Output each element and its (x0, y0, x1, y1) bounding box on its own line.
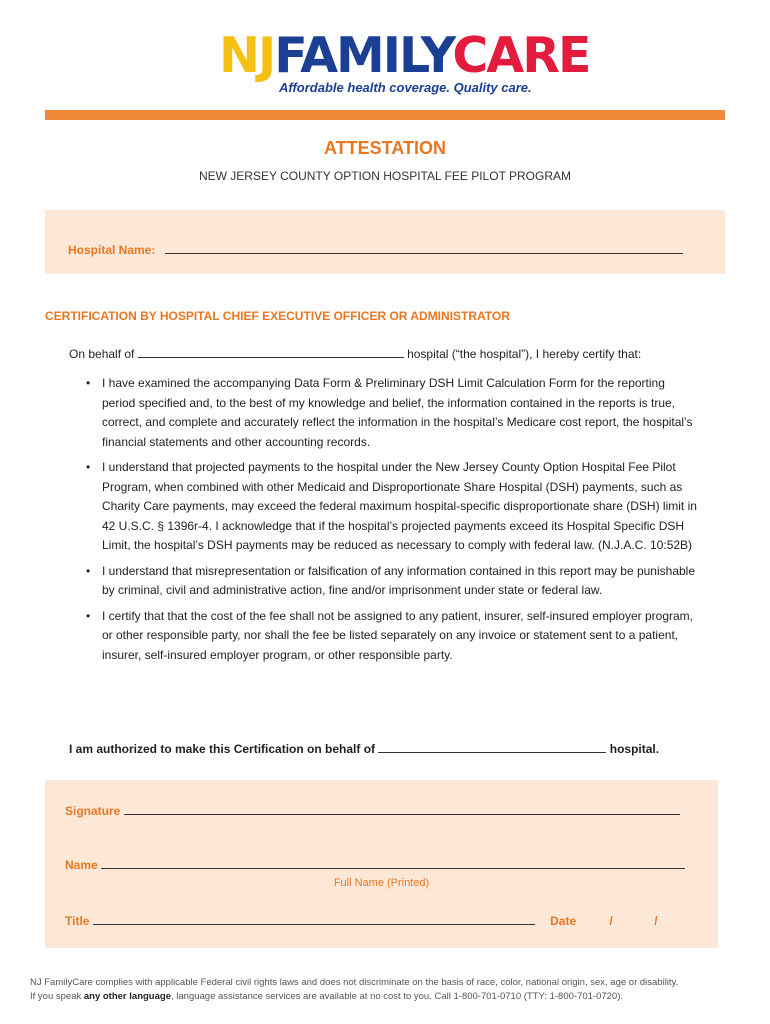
on-behalf-statement: On behalf of hospital (“the hospital”), I hereby certify that: (69, 347, 642, 361)
logo-tagline: Affordable health coverage. Quality care. (279, 80, 532, 95)
signature-label: Signature (65, 804, 121, 818)
hospital-name-panel (45, 210, 725, 274)
date-separator: / (654, 914, 658, 928)
date-label: Date (550, 914, 577, 928)
on-behalf-hospital-field[interactable] (138, 346, 404, 358)
hospital-name-field[interactable] (165, 242, 683, 254)
signature-panel (45, 780, 718, 948)
page-subtitle: NEW JERSEY COUNTY OPTION HOSPITAL FEE PILOT PROGRAM (198, 169, 572, 183)
bullet-icon: • (86, 376, 91, 390)
date-separator: / (609, 914, 613, 928)
certification-list (69, 374, 699, 671)
title-field[interactable] (93, 913, 535, 925)
list-item: • I understand that misrepresentation or falsification of any information contained in this report may be punishable by criminal, civil and administrative action, fine and/or imprisonment under state or federal law. (86, 563, 696, 597)
bullet-icon: • (86, 563, 91, 578)
signature-field[interactable] (124, 803, 680, 815)
name-field[interactable] (101, 857, 685, 869)
bullet-icon: • (86, 608, 91, 623)
page-title: ATTESTATION (324, 138, 446, 158)
list-item: • I understand that projected payments to the hospital under the New Jersey County Option Hospital Fee Pilot Program, when combined with other Medicaid and Disproportionate Share Hospital (DSH) payments, such as Charity Care payments, may exceed the federal maximum hospital-specific disproportionate share (DSH) limit in 42 U.S.C. § 1396r-4. I acknowledge that if the hospital’s projected payments exceed its Hospital Specific DSH Limit, the hospital’s DSH payments may be reduced as necessary to comply with federal law. (N.J.A.C. 10:52B) (86, 460, 697, 552)
authorization-statement: I am authorized to make this Certification on behalf of hospital. (69, 742, 660, 756)
certification-heading: CERTIFICATION BY HOSPITAL CHIEF EXECUTIVE OFFICER OR ADMINISTRATOR (45, 309, 510, 323)
list-item: • I certify that that the cost of the fee shall not be assigned to any patient, insurer, self-insured employer program, or other responsible party, nor shall the fee be listed separately on any invoice or statement sent to a patient, insurer, self-insured employer program, or other responsible party. (86, 608, 693, 662)
header-divider (45, 110, 725, 120)
authorized-hospital-field[interactable] (378, 741, 606, 753)
footer-notice: NJ FamilyCare complies with applicable Federal civil rights laws and does not discriminate on the basis of race, color, national origin, sex, age or disability. If you speak any other language, language assistance services are available at no cost to you. Call 1-800-701-0710 (TTY: 1-800-701-0720). (30, 977, 679, 1002)
logo-wordmark: NJFAMILYCARE (219, 27, 590, 84)
hospital-name-label: Hospital Name: (68, 243, 156, 257)
nj-familycare-logo (219, 27, 590, 100)
full-name-caption: Full Name (Printed) (333, 877, 430, 889)
bullet-icon: • (86, 460, 91, 474)
name-label: Name (65, 858, 98, 872)
list-item: • I have examined the accompanying Data Form & Preliminary DSH Limit Calculation Form for the reporting period specified and, to the best of my knowledge and belief, the information contained in the reports is true, correct, and complete and accurately reflect the information in the hospital’s Medicare cost report, the hospital’s financial statements and other accounting records. (86, 376, 693, 449)
title-label: Title (65, 914, 90, 928)
